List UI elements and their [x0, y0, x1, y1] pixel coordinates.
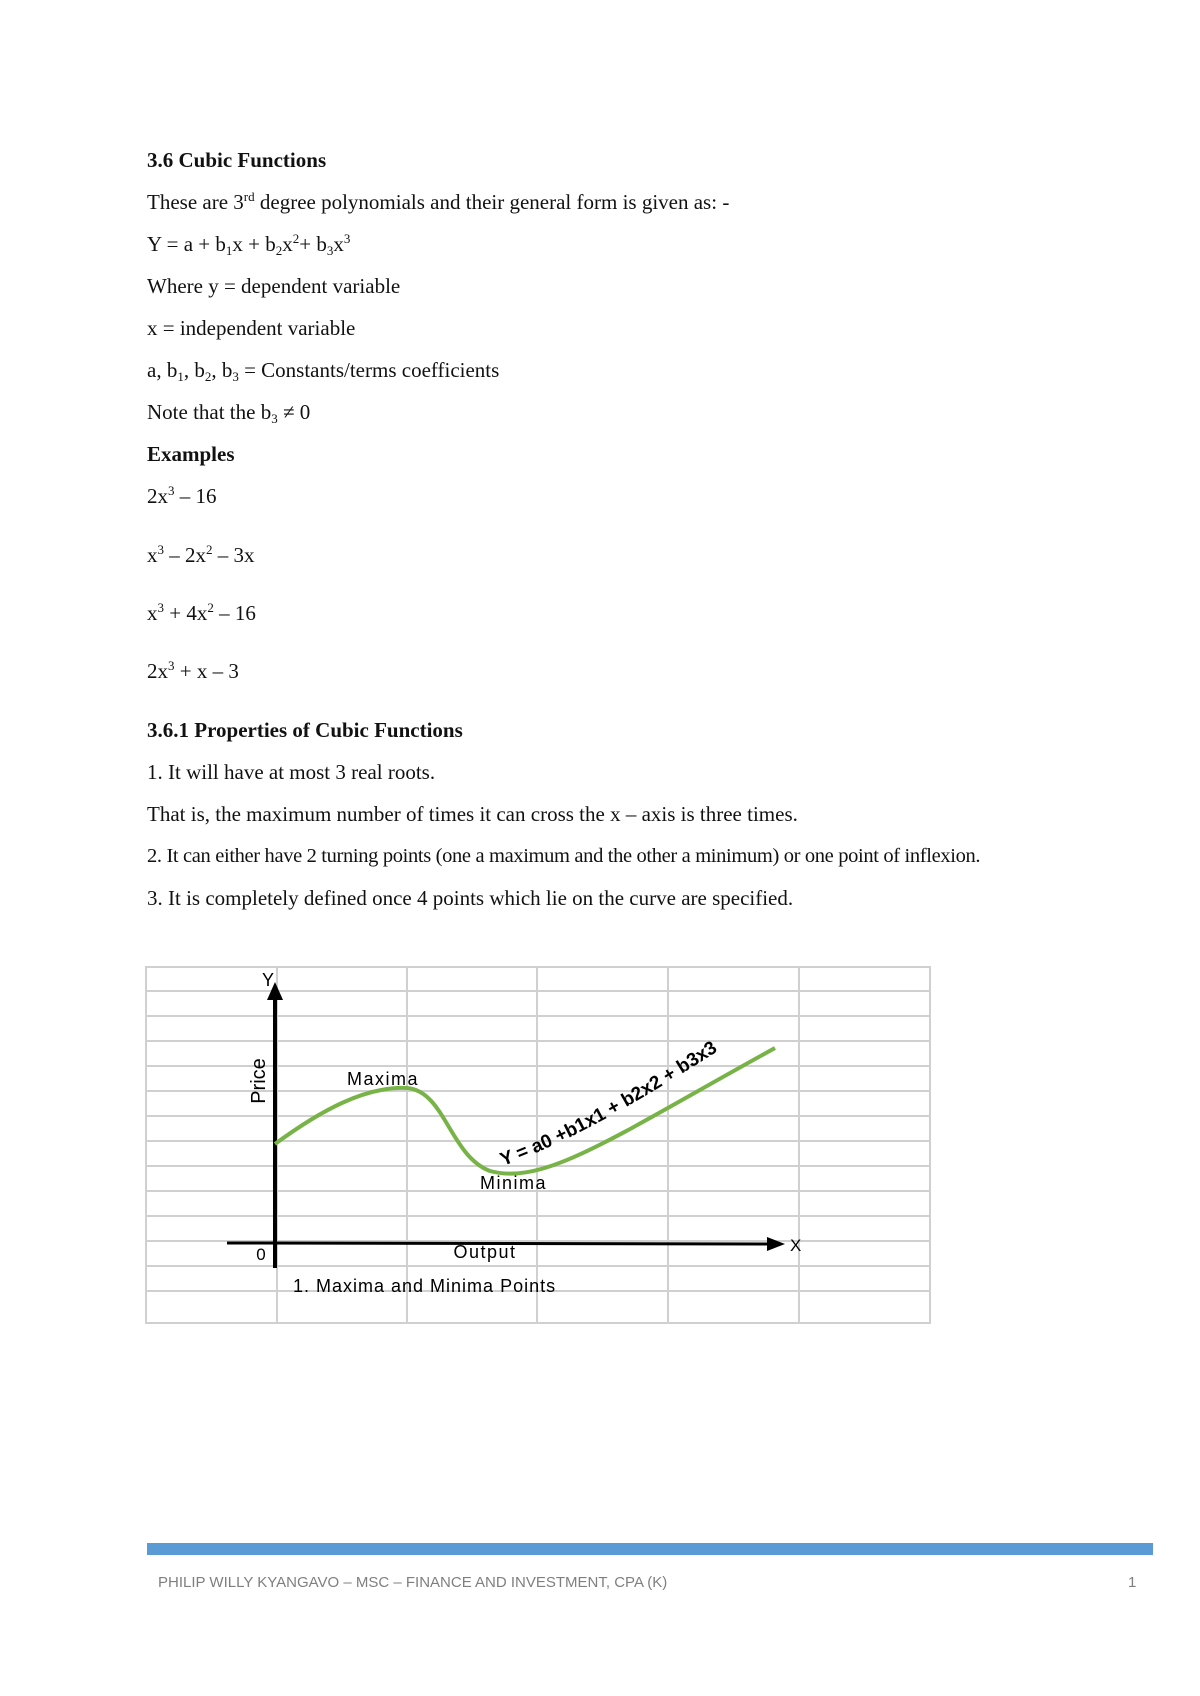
page-number: 1	[1128, 1574, 1137, 1591]
note-line: Note that the $b_3 \ne 0$	[147, 400, 311, 426]
constants-line: a, $b_1$, $b_2$, $b_3$ = Constants/terms coefficients	[147, 358, 500, 384]
footer-text: PHILIP WILLY KYANGAVO – MSC – FINANCE AND INVESTMENT, CPA (K)	[158, 1574, 668, 1591]
figure-caption: 1. Maxima and Minima Points	[293, 1276, 557, 1296]
examples-heading: Examples	[147, 442, 235, 466]
property-item-1: 1. It will have at most 3 real roots.	[147, 760, 436, 784]
x-axis-label: Output	[453, 1242, 517, 1262]
example-item: $2x^3 - 16$	[147, 483, 217, 508]
maxima-label: Maxima	[347, 1069, 420, 1089]
example-item: $x^3 + 4x^2 - 16$	[147, 600, 256, 625]
property-item-3: 3. It is completely defined once 4 points which lie on the curve are specified.	[147, 886, 794, 910]
maxima-minima-figure	[145, 966, 931, 1326]
independent-variable-line: x = independent variable	[147, 316, 356, 340]
general-form-equation: $Y = a + b_1x + b_2x^2+ b_3x^3$	[147, 231, 351, 258]
x-axis-arrowhead	[767, 1237, 785, 1251]
x-axis-letter: X	[790, 1236, 802, 1255]
axes	[227, 982, 785, 1268]
example-item: $2x^3 + x - 3$	[147, 658, 239, 683]
minima-label: Minima	[480, 1173, 548, 1193]
footer-bar	[147, 1543, 1153, 1555]
intro-sentence: These are 3rd degree polynomials and their general form is given as: -	[147, 189, 730, 214]
property-item-1-detail: That is, the maximum number of times it can cross the x – axis is three times.	[147, 802, 798, 826]
section-title: 3.6 Cubic Functions	[147, 148, 327, 172]
dependent-variable-line: Where y = dependent variable	[147, 274, 401, 298]
properties-title: 3.6.1 Properties of Cubic Functions	[147, 718, 463, 742]
figure-canvas	[145, 966, 931, 1326]
y-axis-letter: Y	[261, 970, 275, 990]
origin-label: 0	[256, 1245, 266, 1264]
property-item-2: 2. It can either have 2 turning points (one a maximum and the other a minimum) or one point of inflexion.	[147, 845, 981, 867]
example-item: $x^3 - 2x^2 - 3x$	[147, 542, 255, 567]
equation-label: Y = a0 +b1x1 + b2x2 + b3x3	[497, 1037, 721, 1171]
y-axis-label: Price	[248, 1058, 270, 1104]
